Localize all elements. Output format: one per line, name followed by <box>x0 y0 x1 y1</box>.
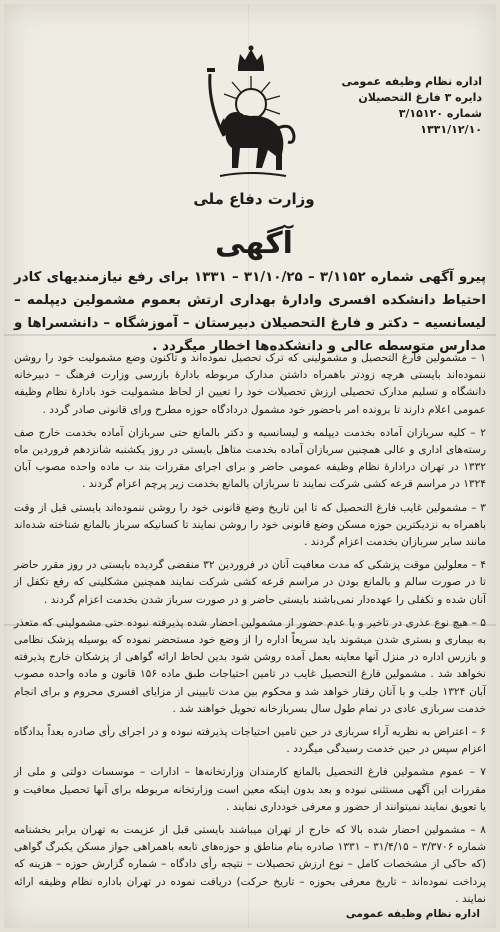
office-division: دایره ۳ فارغ التحصیلان <box>358 91 482 104</box>
notice-paragraph: ۸ – مشمولین احضار شده بالا که خارج از تهران میباشند بایستی قبل از عزیمت به تهران برابر بخشنامه شماره ۳/۳۷۰۶ – ۳۱/۴/۱۵ – ۱۳۳۱ صادره بنام مناطق و حوزه‌های تابعه باهمراهی جواز مسکن یکبرگ گواهی (که حاکی از مشخصات کامل – نوع ارزش تحصیلات – نتیجه رأی دادگاه – شماره گزارش حوزه – هزینه که پرداخت نموده‌اند – تاریخ معرفی بحوزه – تاریخ حرکت) دریافت نموده در تهران باداره نظام وظیفه ارائه نمایند . <box>14 824 486 905</box>
notice-body <box>14 350 486 914</box>
notice-paragraph: ۴ – معلولین موقت پزشکی که مدت معافیت آنان در فروردین ۳۲ منقضی گردیده بایستی در روز مقرر حاضر تا در صورت سالم و بالمانع بودن در مراسم قرعه کشی شرکت نمایند همچنین مشکلینی که رفع تکفل از آنان شده و تکفلی را عهده‌دار نمی‌باشند بایستی حاضر و در صورت سرباز شدن بخدمت اعزام گردند . <box>14 559 486 606</box>
notice-paragraph: ۶ – اعتراض به نظریه آراء سربازی در حین تامین احتیاجات پذیرفته نبوده و در اجرای رأی صادره بعداً بدادگاه اعزام سپس در حین خدمت رسیدگی میگردد . <box>14 726 486 756</box>
notice-intro: پیرو آگهی شماره ۳/۱۱۵۲ – ۳۱/۱۰/۲۵ – ۱۳۳۱ برای رفع نیازمندیهای کادر احتیاط دانشکده افسری وادارهٔ بهداری ارتش بعموم مشمولین دیپلمه – لیسانسیه – دکتر و فارغ التحصیلان دبیرستان – آموزشگاه – دانشسراها و مدارس متوسطه عالی و دانشکده‌ها اخطار میگردد . <box>14 270 487 354</box>
document-page <box>4 4 496 928</box>
footer-signature: اداره نظام وظیفه عمومی <box>345 908 480 920</box>
notice-title: آگهی <box>215 226 293 261</box>
office-header <box>312 74 482 138</box>
notice-paragraph: ۱ – مشمولین فارغ التحصیل و مشمولینی که ترک تحصیل نموده‌اند و تاکنون وضع مشمولیت خود را روشن ننموده‌اند بایستی هرچه زودتر باهمراه داشتن مدارک مربوطه بادارهٔ بازرسی وزارت فرهنگ – دبیرخانه دانشگاه و تسلیم مدارک تحصیلی ارزش تحصیلات خود را تعیین از لحاظ مشمولیت خود بادارهٔ نظام وظیفه عمومی اعلام دارند تا برونده امر باحضور خود مشمول دردادگاه حوزه مطرح ورای قانونی صادر گردد . <box>14 352 486 416</box>
reference-number: شماره ۳/۱۵۱۲۰ <box>398 107 482 120</box>
notice-paragraph: ۵ – هیچ نوع عذری در تاخیر و یا عدم حضور از مشمولین احضار شده پذیرفته نبوده حتی مشمولینی که متعذر به بیماری و بستری شدن میشوند باید سریعاً اداره را از وضع خود مستحضر نموده که بوسیله پزشک نظامی و بازرس اداره در منزل آنها معاینه بعمل آمده روشن شود بدین لحاظ ارائه گواهی از پزشکان خارج پذیرفته نخواهد شد . مشمولین فارغ التحصیل غایب در تامین احتیاجات طبق ماده ۱۵۶ قانون و ماده واحده مصوب آبان ۱۳۲۴ جلب و با آنان رفتار خواهد شد و محکوم بین مدت تابیینی از مزایای افسری محروم و برای انجام خدمت سربازی عادی در تمام طول سال بسربازخانه تحویل خواهند شد . <box>14 616 486 715</box>
notice-paragraph: ۷ – عموم مشمولین فارغ التحصیل بالمانع کارمندان وزارتخانه‌ها – ادارات – موسسات دولتی و ملی از مقررات این آگهی مستثنی نبوده و بعد بدون اینکه معین است وزارتخانه مربوطه برای آنها تحصیل معافیت و یا تعویق نمایند نمیتوانند از حضور و معرفی خودداری نمایند . <box>14 766 486 813</box>
lion-and-sun-emblem-icon <box>190 44 310 194</box>
notice-paragraph: ۳ – مشمولین غایب فارغ التحصیل که تا این تاریخ وضع قانونی خود را روشن ننموده‌اند بایستی قبل از وقت باهمراه به نزدیکترین حوزه مسکن وضع قانونی خود را روشن نمایند تا کسانیکه سرباز بالمانع شناخته شده‌اند مانند سایر سربازان بخدمت اعزام گردند . <box>14 501 486 549</box>
office-name: اداره نظام وظیفه عمومی <box>341 75 482 88</box>
document-date: ۱۳۳۱/۱۲/۱۰ <box>420 123 482 136</box>
notice-paragraph: ۲ – کلیه سربازان آماده بخدمت دیپلمه و لیسانسیه و دکتر بالمانع حتی سربازان آماده بخدمت خارج صف رسته‌های اداری و عالی همچنین سربازان آماده بخدمت متاهل بایستی در روز یکشنبه شانزدهم فروردین ماه ۱۳۳۲ در تهران درادارهٔ نظام وظیفه عمومی حاضر و برای اجرای مقررات بند ب ماده واحده مصوب آبان ۱۳۲۴ در مراسم قرعه کشی شرکت نمایند تا سربازان بالمانع بخدمت زیر پرچم اعزام گردند . <box>14 426 486 491</box>
ministry-name: وزارت دفاع ملی <box>193 190 315 208</box>
